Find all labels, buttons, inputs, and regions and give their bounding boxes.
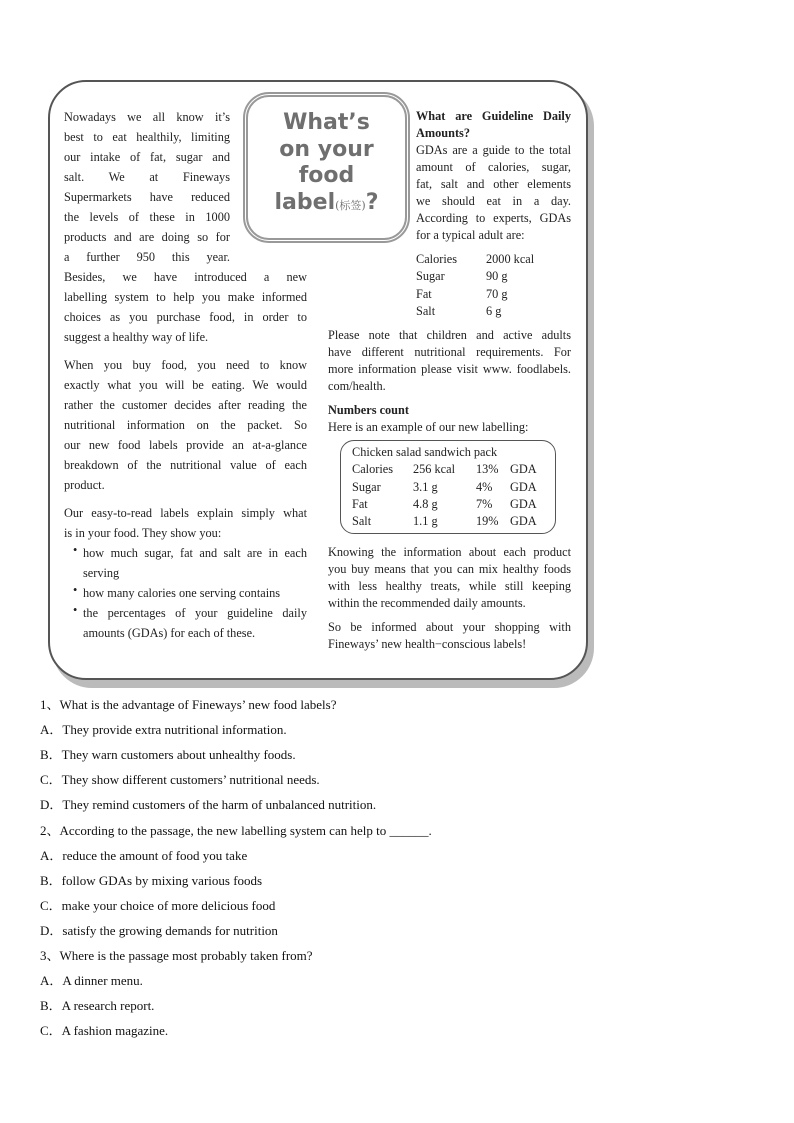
gda-paragraph bbox=[416, 142, 571, 244]
note-paragraph-line: Please note that children and active adults bbox=[328, 328, 571, 342]
bullet-item bbox=[73, 583, 307, 603]
buying-paragraph-line: exactly what you will be eating. We would bbox=[64, 378, 307, 392]
nutrient-percent: 13% bbox=[476, 462, 499, 477]
nutrient-unit: GDA bbox=[510, 514, 537, 529]
buying-paragraph-line: our new food labels provide an at-a-glance bbox=[64, 438, 307, 452]
bullet-item-line: how many calories one serving contains bbox=[83, 586, 281, 600]
question-line: C．They show different customers’ nutritional needs. bbox=[40, 772, 320, 788]
gda-paragraph-line: for a typical adult are: bbox=[416, 228, 525, 242]
title-word: label bbox=[274, 189, 336, 215]
intro-paragraph-line: salt. We at Fineways bbox=[64, 170, 230, 184]
intro-paragraph-line: labelling system to help you make informed bbox=[64, 290, 307, 304]
bullet-icon: • bbox=[73, 583, 78, 597]
intro-paragraph-line: the levels of these in 1000 bbox=[64, 210, 230, 224]
question-line: A．They provide extra nutritional information. bbox=[40, 722, 287, 738]
nutrient-percent: 7% bbox=[476, 496, 493, 511]
nutrient-unit: GDA bbox=[510, 462, 537, 477]
title-line: What’s bbox=[283, 110, 370, 135]
title-question-mark: ? bbox=[365, 189, 379, 215]
intro-paragraph-line: Besides, we have introduced a new bbox=[64, 270, 307, 284]
example-label-name: Chicken salad sandwich pack bbox=[352, 445, 498, 459]
question-line: 1、What is the advantage of Fineways’ new food labels? bbox=[40, 697, 337, 712]
gda-paragraph-line: amount of calories, sugar, bbox=[416, 160, 571, 174]
nutrient-percent: 19% bbox=[476, 514, 499, 529]
note-paragraph bbox=[328, 327, 571, 395]
labels-paragraph bbox=[64, 503, 307, 543]
note-paragraph-line: com/health. bbox=[328, 379, 386, 393]
buying-paragraph-line: When you buy food, you need to know bbox=[64, 358, 307, 372]
gda-paragraph-line: we should eat in a day. bbox=[416, 194, 571, 208]
knowing-paragraph-line: you buy means that you can mix healthy foods bbox=[328, 562, 571, 576]
bullet-icon: • bbox=[73, 543, 78, 557]
nutrient-amount: 1.1 g bbox=[413, 514, 438, 529]
closing-paragraph bbox=[328, 619, 571, 653]
question-line: D．satisfy the growing demands for nutrition bbox=[40, 922, 278, 938]
intro-paragraph bbox=[64, 107, 307, 347]
gda-item: Salt bbox=[416, 303, 436, 318]
intro-paragraph-line: choices as you purchase food, in order to bbox=[64, 310, 307, 324]
knowing-paragraph bbox=[328, 544, 571, 612]
title-line: food bbox=[298, 163, 355, 188]
buying-paragraph-line: breakdown of the nutritional value of each bbox=[64, 458, 307, 472]
gda-amount: 2000 kcal bbox=[486, 252, 535, 266]
nutrient-amount: 4.8 g bbox=[413, 496, 438, 511]
nutrient-amount: 256 kcal bbox=[413, 462, 456, 477]
example-label-row bbox=[352, 461, 537, 478]
note-paragraph-line: more information please visit www. foodlabels. bbox=[328, 362, 571, 376]
gda-heading-line: What are Guideline Daily bbox=[416, 109, 571, 123]
nutrient-percent: 4% bbox=[476, 479, 493, 494]
bullet-item-line: amounts (GDAs) for each of these. bbox=[83, 626, 256, 640]
note-paragraph-line: have different nutritional requirements. For bbox=[328, 345, 571, 359]
buying-paragraph bbox=[64, 355, 307, 495]
question-line: B．follow GDAs by mixing various foods bbox=[40, 872, 263, 888]
gda-item: Sugar bbox=[416, 269, 445, 284]
intro-paragraph-line: our intake of fat, sugar and bbox=[64, 150, 230, 164]
gda-amount: 90 g bbox=[486, 269, 508, 284]
question-line: C．make your choice of more delicious food bbox=[40, 897, 276, 913]
question-line: A．reduce the amount of food you take bbox=[40, 847, 248, 863]
closing-paragraph-line: So be informed about your shopping with bbox=[328, 620, 571, 634]
example-label-row bbox=[352, 513, 537, 530]
bullet-item bbox=[73, 603, 307, 643]
nutrient-name: Salt bbox=[352, 514, 372, 529]
question-line: 2、According to the passage, the new labelling system can help to ______. bbox=[40, 822, 432, 838]
bullet-item-line: the percentages of your guideline daily bbox=[83, 606, 307, 620]
knowing-paragraph-line: within the recommended daily amounts. bbox=[328, 596, 526, 610]
nutrient-name: Sugar bbox=[352, 479, 381, 494]
bullet-item bbox=[73, 543, 307, 583]
intro-paragraph-line: suggest a healthy way of life. bbox=[64, 330, 209, 344]
labels-paragraph-line: is in your food. They show you: bbox=[64, 526, 222, 540]
gda-amount: 70 g bbox=[486, 286, 508, 301]
title-chinese: (标签) bbox=[335, 198, 366, 212]
gda-paragraph-line: According to experts, GDAs bbox=[416, 211, 571, 225]
nutrient-name: Calories bbox=[352, 462, 393, 477]
question-line: C．A fashion magazine. bbox=[40, 1023, 169, 1039]
example-label-row bbox=[352, 496, 537, 513]
intro-paragraph-line: Nowadays we all know it’s bbox=[64, 110, 230, 124]
bullet-icon: • bbox=[73, 603, 78, 617]
gda-heading bbox=[416, 108, 571, 142]
gda-amount: 6 g bbox=[486, 303, 502, 318]
question-line: B．A research report. bbox=[40, 998, 155, 1014]
gda-heading-line: Amounts? bbox=[416, 126, 470, 140]
buying-paragraph-line: nutritional information on the packet. So bbox=[64, 418, 307, 432]
buying-paragraph-line: rather the customer decides after reading the bbox=[64, 398, 307, 412]
intro-paragraph-line: a further 950 this year. bbox=[64, 250, 230, 264]
gda-item: Fat bbox=[416, 286, 432, 301]
knowing-paragraph-line: Knowing the information about each product bbox=[328, 545, 571, 559]
nutrient-unit: GDA bbox=[510, 496, 537, 511]
bullet-item-line: serving bbox=[83, 566, 120, 580]
intro-paragraph-line: Supermarkets have reduced bbox=[64, 190, 230, 204]
nutrient-unit: GDA bbox=[510, 479, 537, 494]
gda-paragraph-line: GDAs are a guide to the total bbox=[416, 143, 571, 157]
gda-item: Calories bbox=[416, 252, 457, 266]
example-label-row bbox=[352, 479, 537, 496]
nutrient-name: Fat bbox=[352, 496, 368, 511]
closing-paragraph-line: Fineways’ new health−conscious labels! bbox=[328, 637, 527, 651]
question-line: D．They remind customers of the harm of unbalanced nutrition. bbox=[40, 797, 377, 813]
knowing-paragraph-line: with less healthy treats, while still keeping bbox=[328, 579, 571, 593]
example-label bbox=[352, 444, 537, 530]
nutrient-amount: 3.1 g bbox=[413, 479, 438, 494]
numbers-intro: Here is an example of our new labelling: bbox=[328, 420, 529, 434]
question-line: B．They warn customers about unhealthy foods. bbox=[40, 747, 296, 763]
intro-paragraph-line: products and are doing so for bbox=[64, 230, 230, 244]
question-line: A．A dinner menu. bbox=[40, 973, 143, 989]
gda-paragraph-line: fat, salt and other elements bbox=[416, 177, 571, 191]
bullet-item-line: how much sugar, fat and salt are in each bbox=[83, 546, 307, 560]
intro-paragraph-line: best to eat healthily, limiting bbox=[64, 130, 230, 144]
question-line: 3、Where is the passage most probably taken from? bbox=[40, 948, 313, 963]
labels-paragraph-line: Our easy-to-read labels explain simply what bbox=[64, 506, 307, 520]
buying-paragraph-line: product. bbox=[64, 478, 105, 492]
title-line: on your bbox=[279, 136, 374, 162]
numbers-heading: Numbers count bbox=[328, 403, 409, 417]
